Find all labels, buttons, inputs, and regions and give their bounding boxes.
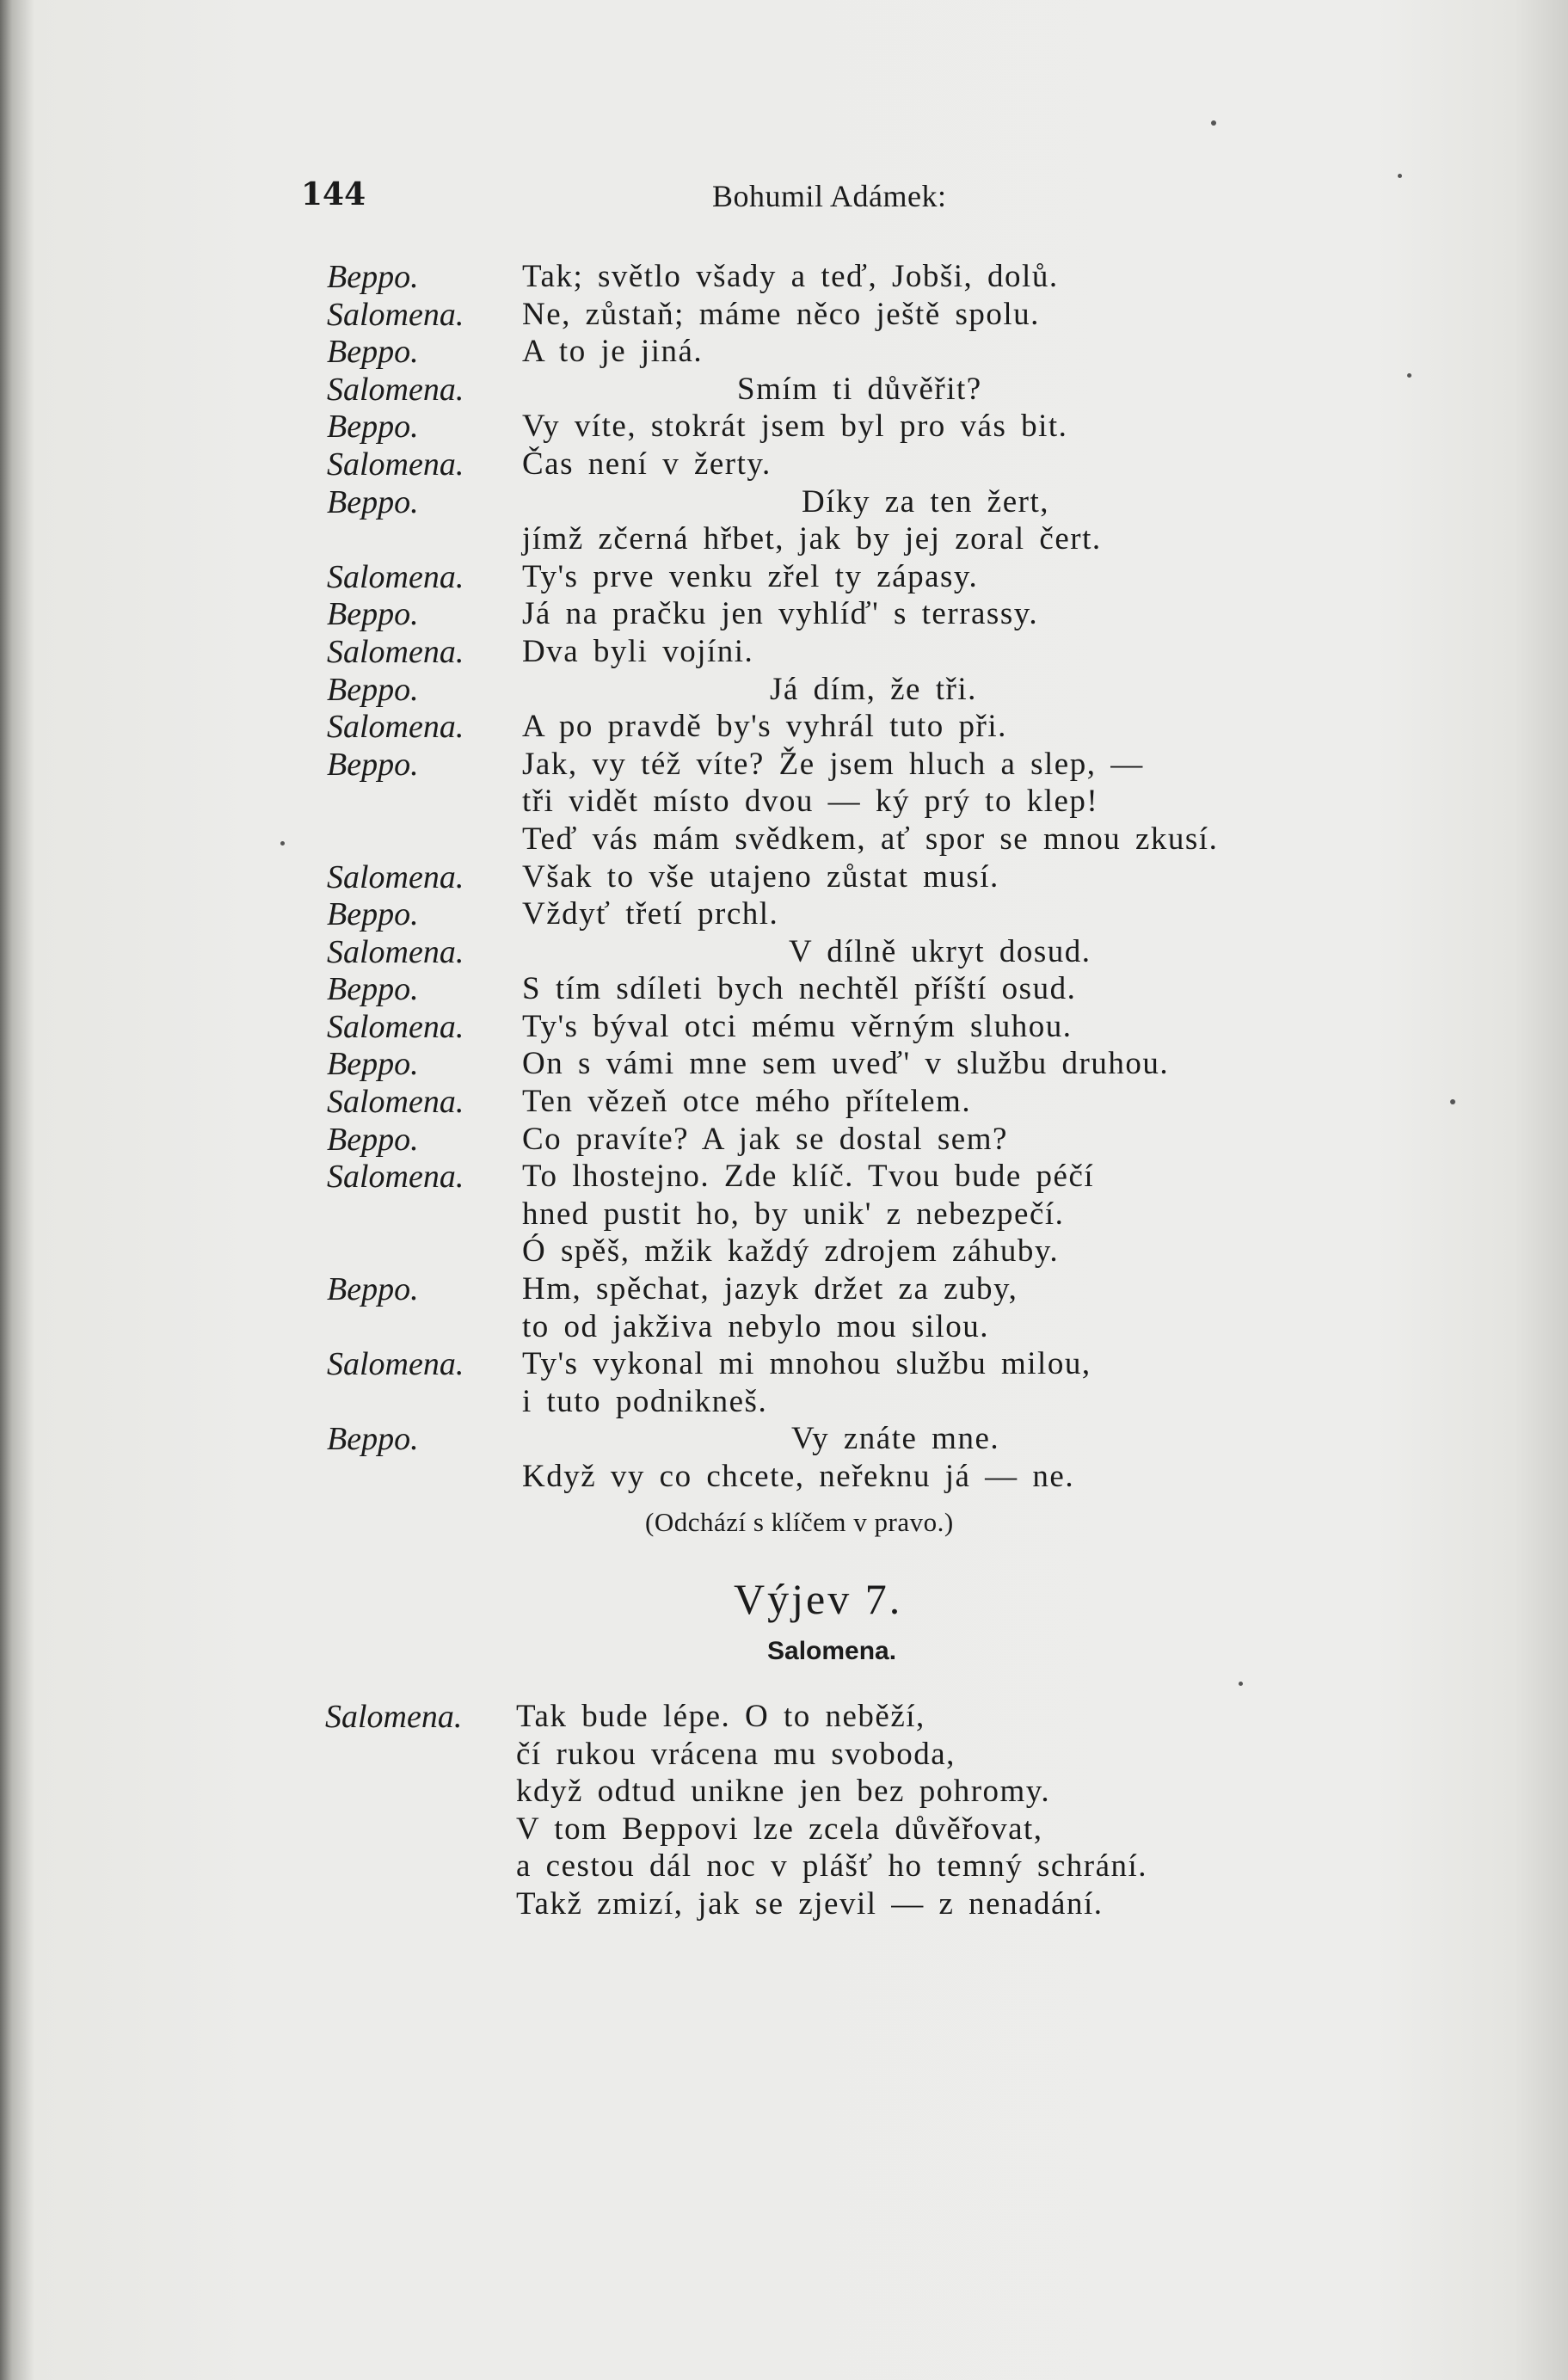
verse-text: Tak; světlo všady a teď, Jobši, dolů.: [522, 259, 1059, 294]
speaker-name: Salomena.: [327, 1008, 464, 1045]
verse-text: Vy víte, stokrát jsem byl pro vás bit.: [522, 409, 1068, 445]
verse-text: Ne, zůstaň; máme něco ještě spolu.: [522, 296, 1040, 332]
dialogue-line: [327, 895, 1273, 933]
dialogue-line: [327, 1270, 1273, 1308]
verse-text: Co pravíte? A jak se dostal sem?: [522, 1121, 1008, 1157]
dialogue-line: [327, 821, 1273, 858]
speaker-name: Salomena.: [327, 633, 464, 670]
dialogue-line: [325, 1885, 1271, 1923]
speaker-name: Beppo.: [327, 1271, 419, 1308]
speaker-name: Beppo.: [327, 1421, 419, 1458]
dialogue-block: [327, 258, 1273, 1496]
verse-text: Teď vás mám svědkem, ať spor se mnou zkusí.: [522, 821, 1219, 857]
verse-text: Ten vězeň otce mého přítelem.: [522, 1084, 972, 1120]
dialogue-line: [327, 1383, 1273, 1421]
dialogue-line: [327, 671, 1273, 709]
speaker-name: Salomena.: [327, 1159, 464, 1196]
speaker-name: Salomena.: [327, 296, 464, 333]
dialogue-line: [327, 483, 1273, 521]
dialogue-line: [325, 1698, 1271, 1736]
dialogue-line: [327, 783, 1273, 821]
speaker-name: Beppo.: [327, 596, 419, 633]
scene-characters: Salomena.: [767, 1637, 897, 1665]
verse-text: Jak, vy též víte? Že jsem hluch a slep, —: [522, 746, 1144, 782]
page-number: 144: [301, 176, 366, 212]
speaker-name: Salomena.: [327, 1084, 464, 1121]
paper-speck: [1239, 1682, 1243, 1686]
monologue-block: [325, 1698, 1271, 1923]
verse-text: a cestou dál noc v plášť ho temný schrání.: [516, 1848, 1148, 1885]
verse-text: tři vidět místo dvou — ký prý to klep!: [522, 784, 1099, 820]
verse-text: V tom Beppovi lze zcela důvěřovat,: [516, 1811, 1043, 1847]
paper-speck: [280, 841, 285, 846]
stage-direction: (Odchází s klíčem v pravo.): [645, 1507, 954, 1537]
verse-text: Já na pračku jen vyhlíď' s terrassy.: [522, 596, 1039, 632]
speaker-name: Salomena.: [327, 558, 464, 595]
verse-text: A to je jiná.: [522, 334, 704, 370]
dialogue-line: [327, 1196, 1273, 1233]
dialogue-line: [325, 1811, 1271, 1848]
dialogue-line: [327, 1308, 1273, 1346]
dialogue-line: [327, 1458, 1273, 1496]
dialogue-line: [327, 1345, 1273, 1383]
dialogue-line: [327, 1083, 1273, 1121]
paper-speck: [1407, 373, 1411, 378]
verse-text: Ty's vykonal mi mnohou službu milou,: [522, 1346, 1091, 1382]
verse-text: Čas není v žerty.: [522, 446, 772, 482]
speaker-name: Beppo.: [327, 483, 419, 520]
verse-text: Ó spěš, mžik každý zdrojem záhuby.: [522, 1233, 1060, 1270]
verse-text: Já dím, že tři.: [770, 671, 977, 707]
speaker-name: Salomena.: [327, 446, 464, 483]
verse-text: V dílně ukryt dosud.: [789, 933, 1091, 969]
speaker-name: Beppo.: [327, 334, 419, 371]
dialogue-line: [327, 258, 1273, 296]
dialogue-line: [325, 1848, 1271, 1885]
dialogue-line: [327, 1121, 1273, 1159]
dialogue-line: [327, 446, 1273, 483]
dialogue-line: [327, 371, 1273, 409]
verse-text: S tím sdíleti bych nechtěl příští osud.: [522, 971, 1077, 1007]
dialogue-line: [327, 333, 1273, 371]
speaker-name: Beppo.: [327, 409, 419, 446]
speaker-name: Beppo.: [327, 971, 419, 1008]
dialogue-line: [325, 1736, 1271, 1774]
speaker-name: Salomena.: [327, 1346, 464, 1383]
scene-title: Výjev 7.: [734, 1575, 903, 1623]
verse-text: Když vy co chcete, neřeknu já — ne.: [522, 1459, 1075, 1494]
verse-text: Ty's býval otci mému věrným sluhou.: [522, 1008, 1073, 1044]
verse-text: i tuto podnikneš.: [522, 1383, 768, 1419]
verse-text: Tak bude lépe. O to neběží,: [516, 1699, 925, 1734]
dialogue-line: [327, 633, 1273, 671]
dialogue-line: [327, 1045, 1273, 1083]
verse-text: Smím ti důvěřit?: [737, 371, 982, 407]
speaker-name: Salomena.: [327, 858, 464, 895]
dialogue-line: [327, 858, 1273, 896]
dialogue-line: [327, 296, 1273, 334]
paper-speck: [1211, 120, 1216, 126]
dialogue-line: [325, 1773, 1271, 1811]
dialogue-line: [327, 595, 1273, 633]
speaker-name: Beppo.: [327, 259, 419, 295]
running-title: Bohumil Adámek:: [712, 179, 947, 213]
verse-text: Hm, spěchat, jazyk držet za zuby,: [522, 1271, 1018, 1307]
verse-text: Vždyť třetí prchl.: [522, 896, 779, 932]
dialogue-line: [327, 1233, 1273, 1270]
dialogue-line: [327, 746, 1273, 784]
speaker-name: Salomena.: [327, 709, 464, 746]
dialogue-line: [327, 1158, 1273, 1196]
verse-text: Díky za ten žert,: [802, 483, 1049, 520]
verse-text: To lhostejno. Zde klíč. Tvou bude péčí: [522, 1159, 1095, 1195]
verse-text: čí rukou vrácena mu svoboda,: [516, 1736, 956, 1772]
dialogue-line: [327, 708, 1273, 746]
paper-speck: [1398, 174, 1402, 178]
speaker-name: Salomena.: [327, 371, 464, 408]
speaker-name: Beppo.: [327, 671, 419, 708]
verse-text: Dva byli vojíni.: [522, 633, 754, 669]
dialogue-line: [327, 1008, 1273, 1046]
page-header: [301, 176, 1247, 219]
paper-speck: [1450, 1099, 1455, 1104]
verse-text: Takž zmizí, jak se zjevil — z nenadání.: [516, 1885, 1104, 1922]
verse-text: hned pustit ho, by unik' z nebezpečí.: [522, 1196, 1065, 1232]
speaker-name: Beppo.: [327, 1121, 419, 1158]
dialogue-line: [327, 520, 1273, 558]
dialogue-line: [327, 933, 1273, 971]
verse-text: to od jakživa nebylo mou silou.: [522, 1308, 990, 1344]
verse-text: On s vámi mne sem uveď' v službu druhou.: [522, 1046, 1170, 1082]
dialogue-line: [327, 558, 1273, 596]
verse-text: Ty's prve venku zřel ty zápasy.: [522, 558, 979, 594]
verse-text: když odtud unikne jen bez pohromy.: [516, 1774, 1051, 1810]
dialogue-line: [327, 408, 1273, 446]
verse-text: Vy znáte mne.: [791, 1421, 1000, 1457]
dialogue-line: [327, 970, 1273, 1008]
speaker-name: Salomena.: [327, 933, 464, 970]
speaker-name: Beppo.: [327, 1046, 419, 1083]
speaker-name: Beppo.: [327, 896, 419, 933]
dialogue-line: [327, 1420, 1273, 1458]
speaker-name: Beppo.: [327, 746, 419, 783]
verse-text: Však to vše utajeno zůstat musí.: [522, 858, 999, 895]
speaker-name: Salomena.: [325, 1699, 463, 1735]
verse-text: A po pravdě by's vyhrál tuto při.: [522, 709, 1007, 745]
verse-text: jímž zčerná hřbet, jak by jej zoral čert.: [522, 521, 1102, 557]
